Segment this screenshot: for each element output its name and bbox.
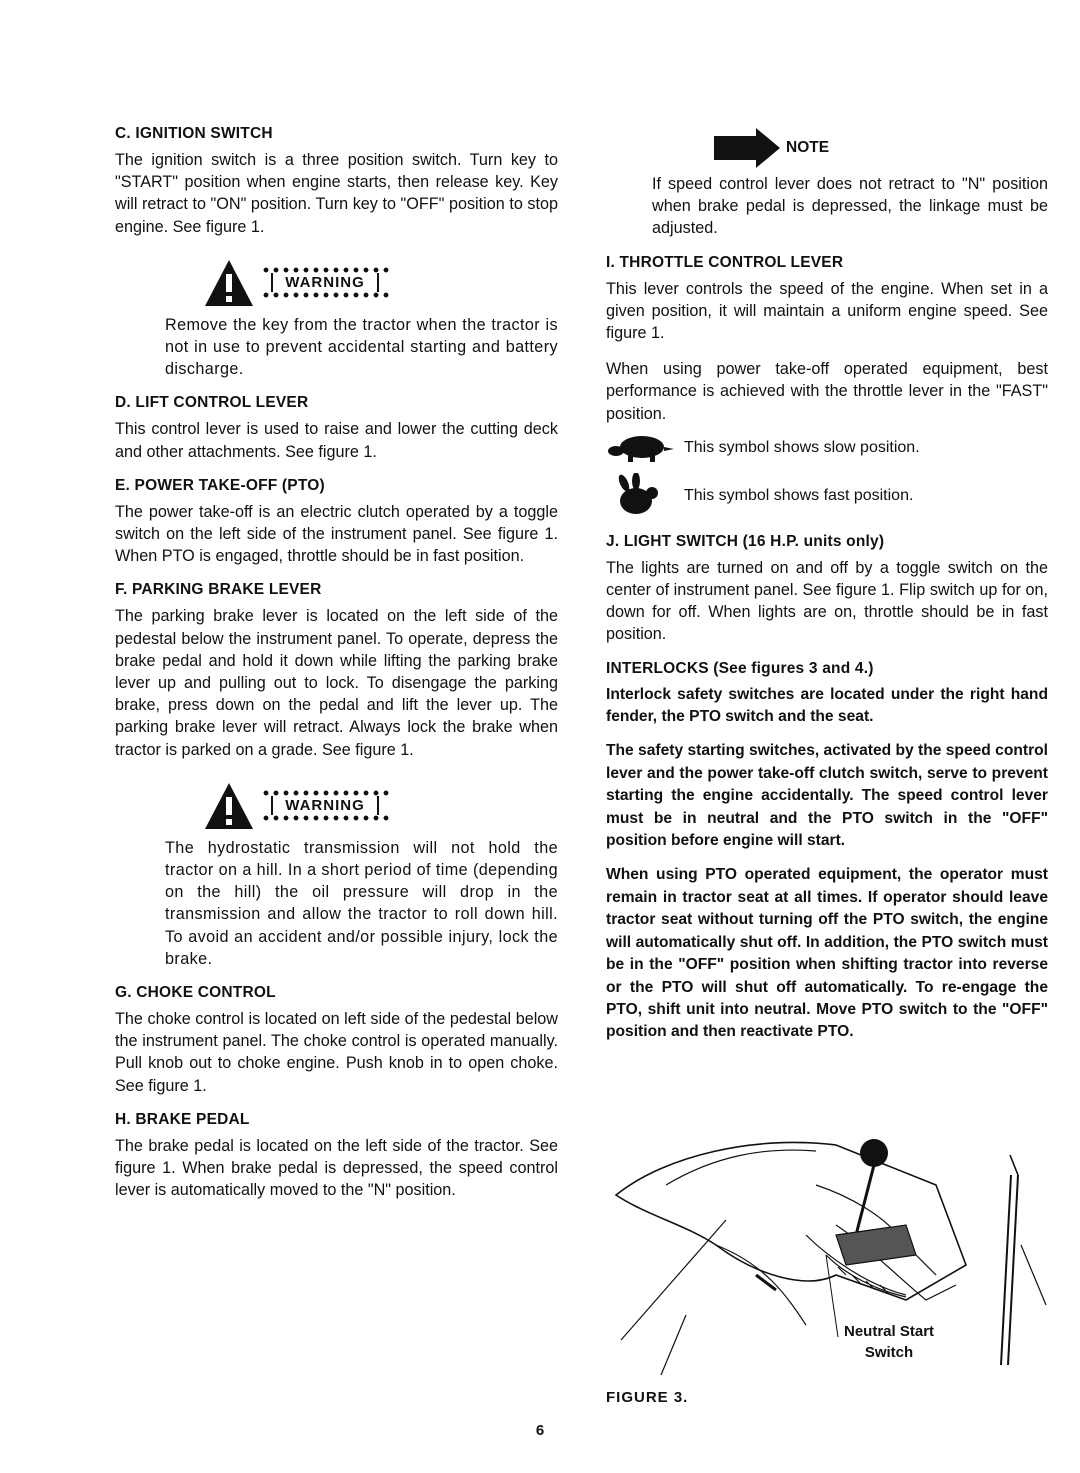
section-heading-light: J. LIGHT SWITCH (16 H.P. units only) xyxy=(606,532,885,550)
interlocks-text-2: The safety starting switches, activated by the speed control lever and the power take-off clutch switch, serve to prevent starting the engine accidentally. The speed control lever must be in neutral and the PTO switch in the "OFF" position before engine will start. xyxy=(606,742,1048,850)
section-text-light: The lights are turned on and off by a toggle switch on the center of instrument panel. See figure 1. Flip switch up for on, down for off. When lights are on, throttle should be in fast position. xyxy=(606,558,1048,644)
interlocks-text-3: When using PTO operated equipment, the operator must remain in tractor seat at all times. If operator should leave tractor seat without turning off the PTO switch, the engine will automatically shut off. In addition, the PTO switch must be in the "OFF" position when shifting tractor into reverse or the PTO will shut off automatically. To re-engage the PTO, shift unit into neutral. Move PTO switch to the "OFF" position and then reactivate PTO. xyxy=(606,866,1048,1041)
callout-line-2: Switch xyxy=(864,1344,914,1361)
rabbit-icon xyxy=(606,473,676,519)
section-text-brake: The brake pedal is located on the left side of the tractor. See figure 1. When brake pedal is depressed, the speed control lever is automatically moved to the "N" position. xyxy=(115,1136,558,1200)
section-heading-lift: D. LIFT CONTROL LEVER xyxy=(115,394,309,412)
figure-caption: FIGURE 3. xyxy=(606,1389,689,1406)
warning-label: WARNING xyxy=(271,796,379,815)
section-text-throttle-2: When using power take-off operated equipment, best performance is achieved with the throttle lever in the "FAST" position. xyxy=(606,360,1048,423)
section-heading-interlocks: INTERLOCKS (See figures 3 and 4.) xyxy=(606,659,874,677)
warning-triangle-icon xyxy=(203,781,255,831)
interlocks-text-1: Interlock safety switches are located under the right hand fender, the PTO switch and the seat. xyxy=(606,685,1048,726)
fast-symbol-row xyxy=(606,473,1048,519)
section-text-pto: The power take-off is an electric clutch operated by a toggle switch on the left side of the instrument panel. See figure 1. When PTO is engaged, throttle should be in fast position. xyxy=(115,502,558,566)
section-heading-pto: E. POWER TAKE-OFF (PTO) xyxy=(115,476,325,494)
warning-box-hydrostatic xyxy=(115,775,558,970)
section-text-parking: The parking brake lever is located on the left side of the pedestal below the instrument panel. To operate, depress the brake pedal and hold it down while lifting the parking brake lever up and pulling out to lock. To disengage the parking brake, press down on the pedal and lift the lever up. The parking brake lever will retract. Always lock the brake when tractor is parked on a grade. See figure 1. xyxy=(115,607,558,759)
section-text-choke: The choke control is located on left side of the pedestal below the instrument panel. The choke control is operated manually. Pull knob out to choke engine. Push knob in to open choke. See figure 1. xyxy=(115,1010,558,1095)
section-text-ignition: The ignition switch is a three position switch. Turn key to "START" position when engine starts, then release key. Key will retract to "ON" position. Turn key to "OFF" position to stop engine. See figure 1. xyxy=(115,151,558,236)
section-heading-ignition: C. IGNITION SWITCH xyxy=(115,125,273,142)
warning-text-hydrostatic: The hydrostatic transmission will not hold the tractor on a hill. In a short period of time (depending on the hill) the oil pressure will drop in the transmission and allow the tractor to roll down hill. To avoid an accident and/or possible injury, lock the brake. xyxy=(165,838,558,968)
figure-3 xyxy=(606,1125,1051,1415)
section-heading-brake: H. BRAKE PEDAL xyxy=(115,1110,250,1128)
left-column xyxy=(115,125,558,1216)
figure-callout xyxy=(844,1321,934,1363)
section-text-throttle-1: This lever controls the speed of the engine. When set in a given position, it will maintain a uniform engine speed. See figure 1. xyxy=(606,279,1048,343)
fast-symbol-text: This symbol shows fast position. xyxy=(684,486,914,504)
section-heading-parking: F. PARKING BRAKE LEVER xyxy=(115,581,322,599)
right-column xyxy=(606,125,1048,1056)
arrow-right-icon xyxy=(712,126,782,170)
warning-triangle-icon xyxy=(203,258,255,308)
section-heading-throttle: I. THROTTLE CONTROL LEVER xyxy=(606,253,844,271)
warning-label: WARNING xyxy=(271,273,379,292)
slow-symbol-text: This symbol shows slow position. xyxy=(684,438,920,456)
note-header xyxy=(712,125,1048,171)
warning-ribbon xyxy=(261,267,389,298)
warning-text-key: Remove the key from the tractor when the tractor is not in use to prevent accidental starting and battery discharge. xyxy=(165,315,558,379)
section-text-lift: This control lever is used to raise and lower the cutting deck and other attachments. See figure 1. xyxy=(115,420,558,461)
warning-ribbon xyxy=(261,790,389,821)
warning-box-key xyxy=(115,252,558,381)
page-number: 6 xyxy=(535,1422,545,1439)
neutral-start-switch-illustration xyxy=(606,1125,1051,1385)
note-label: NOTE xyxy=(786,139,830,156)
slow-symbol-row xyxy=(606,433,1048,463)
note-text: If speed control lever does not retract to "N" position when brake pedal is depressed, the linkage must be adjusted. xyxy=(652,175,1048,238)
section-heading-choke: G. CHOKE CONTROL xyxy=(115,984,276,1002)
turtle-icon xyxy=(606,433,676,463)
callout-line-1: Neutral Start xyxy=(844,1323,935,1340)
